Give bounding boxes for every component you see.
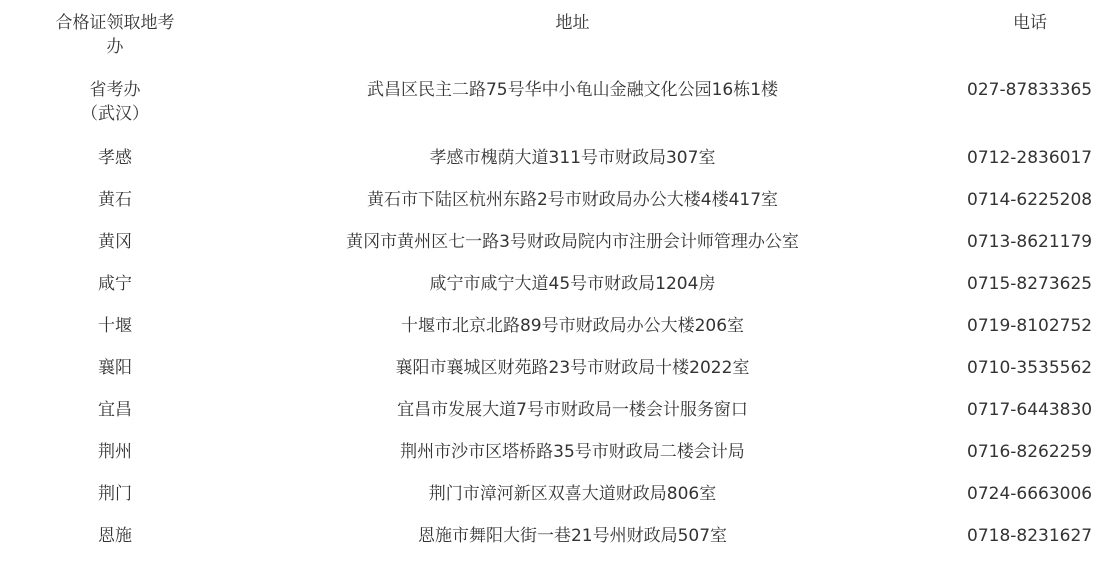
- phone-cell: 0724-6663006: [967, 484, 1093, 504]
- address-cell: 咸宁市咸宁大道45号市财政局1204房: [429, 274, 716, 294]
- address-cell: 武昌区民主二路75号华中小龟山金融文化公园16栋1楼: [366, 80, 779, 100]
- table-row: [0, 142, 1115, 184]
- phone-cell: 0719-8102752: [967, 316, 1093, 336]
- office-name: 省考办: [89, 80, 141, 100]
- table-row: [0, 226, 1115, 268]
- phone-cell: 027-87833365: [967, 80, 1093, 100]
- table-row: [0, 478, 1115, 520]
- header-office: 合格证领取地考办: [55, 13, 175, 57]
- office-cell: 咸宁: [98, 274, 132, 294]
- table-row: [0, 352, 1115, 394]
- office-cell: 孝感: [98, 148, 132, 168]
- office-cell: 黄石: [98, 190, 132, 210]
- office-cell: 荆州: [98, 442, 132, 462]
- phone-cell: 0710-3535562: [967, 358, 1093, 378]
- address-cell: 襄阳市襄城区财苑路23号市财政局十楼2022室: [395, 358, 750, 378]
- table-header-row: [0, 0, 1115, 76]
- address-cell: 黄冈市黄州区七一路3号财政局院内市注册会计师管理办公室: [346, 232, 799, 252]
- table-row: [0, 436, 1115, 478]
- office-cell: 黄冈: [98, 232, 132, 252]
- phone-cell: 0718-8231627: [967, 526, 1093, 546]
- phone-cell: 0715-8273625: [967, 274, 1093, 294]
- address-cell: 荆州市沙市区塔桥路35号市财政局二楼会计局: [400, 442, 745, 462]
- table-row: [0, 394, 1115, 436]
- office-cell: 宜昌: [98, 400, 132, 420]
- office-cell: [0, 76, 230, 142]
- table-row: [0, 184, 1115, 226]
- table-row: [0, 76, 1115, 142]
- phone-cell: 0712-2836017: [967, 148, 1093, 168]
- phone-cell: 0713-8621179: [967, 232, 1093, 252]
- office-cell: 恩施: [98, 526, 132, 546]
- address-cell: 孝感市槐荫大道311号市财政局307室: [429, 148, 716, 168]
- address-cell: 宜昌市发展大道7号市财政局一楼会计服务窗口: [397, 400, 748, 420]
- header-address: 地址: [555, 13, 590, 33]
- office-cell: 荆门: [98, 484, 132, 504]
- office-cell: 十堰: [98, 316, 132, 336]
- phone-cell: 0716-8262259: [967, 442, 1093, 462]
- phone-cell: 0714-6225208: [967, 190, 1093, 210]
- table-row: [0, 268, 1115, 310]
- address-cell: 黄石市下陆区杭州东路2号市财政局办公大楼4楼417室: [366, 190, 779, 210]
- table-row: [0, 520, 1115, 562]
- address-cell: 恩施市舞阳大街一巷21号州财政局507室: [417, 526, 728, 546]
- address-cell: 荆门市漳河新区双喜大道财政局806室: [428, 484, 717, 504]
- header-phone: 电话: [1013, 13, 1047, 33]
- office-cell: 襄阳: [98, 358, 132, 378]
- table-row: [0, 310, 1115, 352]
- phone-cell: 0717-6443830: [967, 400, 1093, 420]
- address-cell: 十堰市北京北路89号市财政局办公大楼206室: [400, 316, 745, 336]
- office-sub: （武汉）: [81, 104, 149, 124]
